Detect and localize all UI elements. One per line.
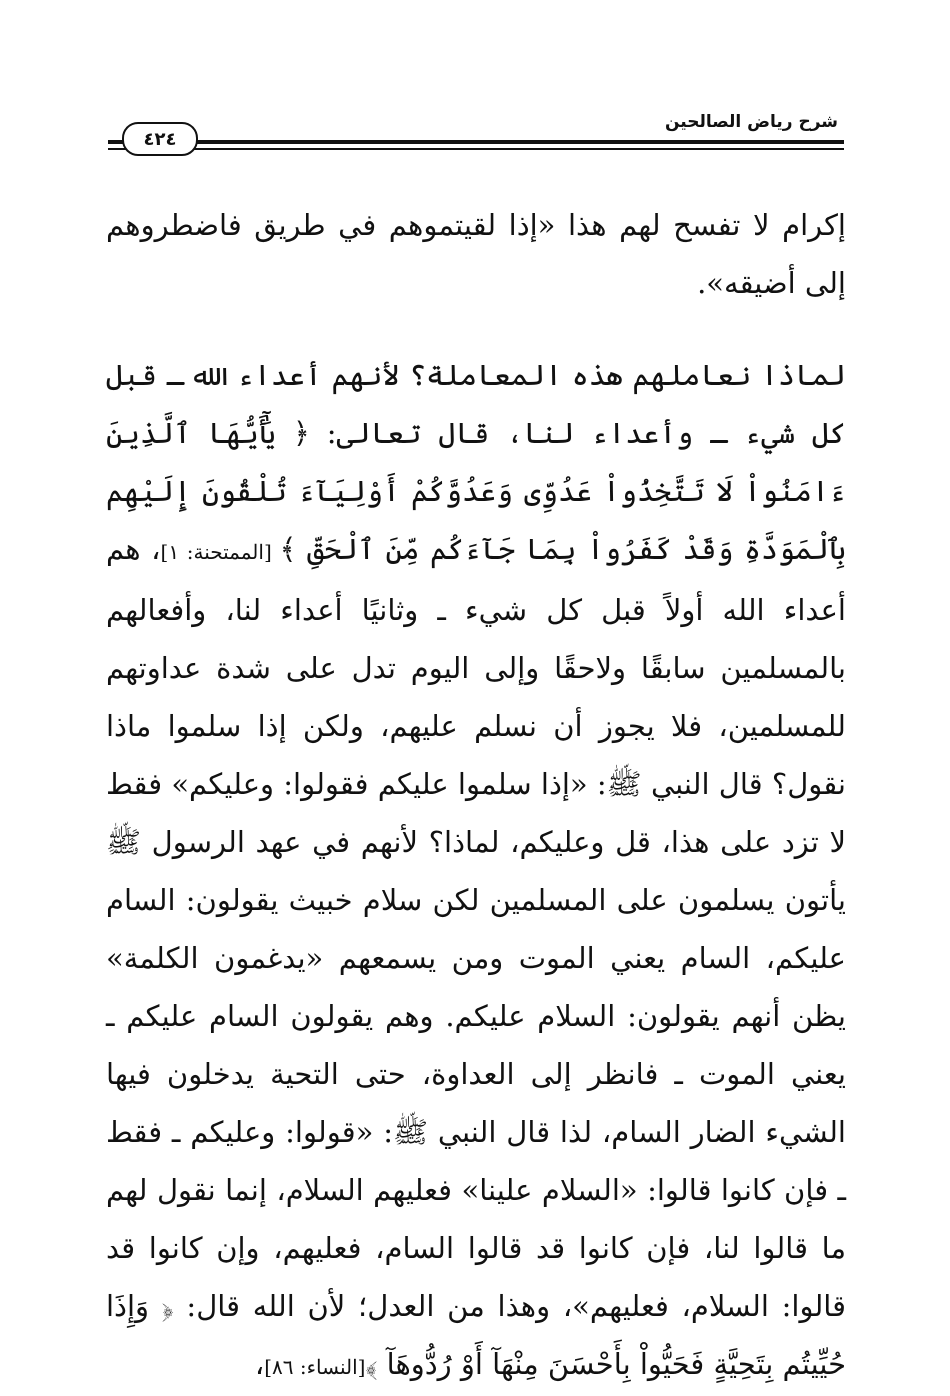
quran-verse: ﴿ وَإِذَا حُيِّيتُم بِتَحِيَّةٍ فَحَيُّواْ بِأَحْسَنَ مِنْهَآ أَوْ رُدُّوهَآ ﴾ [106, 1289, 846, 1381]
book-title: شرح رياض الصالحين [664, 112, 838, 132]
page-header [108, 108, 844, 158]
body-text: إكرام لا تفسح لهم هذا «إذا لقيتموهم في طريق فاضطروهم إلى أضيقه». [106, 208, 846, 300]
body-text: ، [254, 1347, 265, 1381]
paragraph-2 [106, 346, 846, 1396]
paragraph-text [106, 196, 846, 312]
verse-citation: [الممتحنة: ١] [160, 540, 280, 564]
paragraph-text [106, 346, 846, 1396]
verse-citation: [النساء: ٨٦] [264, 1355, 366, 1379]
quran-verse: ﴿ يَٰٓأَيُّهَا ٱلَّذِينَ ءَامَنُواْ لَا تَتَّخِذُواْ عَدُوِّى وَعَدُوَّكُمْ أَوْلِيَآءَ تُلْقُونَ إِلَيْهِم بِٱلْمَوَدَّةِ وَقَدْ كَفَرُواْ بِمَا جَآءَكُم مِّنَ ٱلْحَقِّ ﴾ [106, 416, 847, 566]
header-rule-thin [108, 148, 844, 150]
page-number: ٤٢٤ [122, 122, 198, 156]
header-rule-thick [108, 140, 844, 144]
body-text: لماذا نعاملهم هذه المعاملة؟ لأنهم أعداء الله ـ قبل كل شيء ـ وأعداء لنا، قال تعالى: [106, 358, 846, 450]
paragraph-1 [106, 196, 846, 312]
body-text: ، هم أعداء الله أولاً قبل كل شيء ـ وثانيًا أعداء لنا، وأفعالهم بالمسلمين سابقًا ولاحقًا وإلى اليوم تدل على شدة عداوتهم للمسلمين، فلا يجوز أن نسلم عليهم، ولكن إذا سلموا ماذا نقول؟ قال النبي ﷺ: «إذا سلموا عليكم فقولوا: وعليكم» فقط لا تزد على هذا، قل وعليكم، لماذا؟ لأنهم في عهد الرسول ﷺ يأتون يسلمون على المسلمين لكن سلام خبيث يقولون: السام عليكم، السام يعني الموت ومن يسمعهم «يدغمون الكلمة» يظن أنهم يقولون: السلام عليكم. وهم يقولون السام عليكم ـ يعني الموت ـ فانظر إلى العداوة، حتى التحية يدخلون فيها الشيء الضار السام، لذا قال النبي ﷺ: «قولوا: وعليكم ـ فقط ـ فإن كانوا قالوا: «السلام علينا» فعليهم السلام، إنما نقول لهم ما قالوا لنا، فإن كانوا قد قالوا السام، فعليهم، وإن كانوا قد قالوا: السلام، فعليهم»، وهذا من العدل؛ لأن الله قال: [106, 532, 846, 1323]
